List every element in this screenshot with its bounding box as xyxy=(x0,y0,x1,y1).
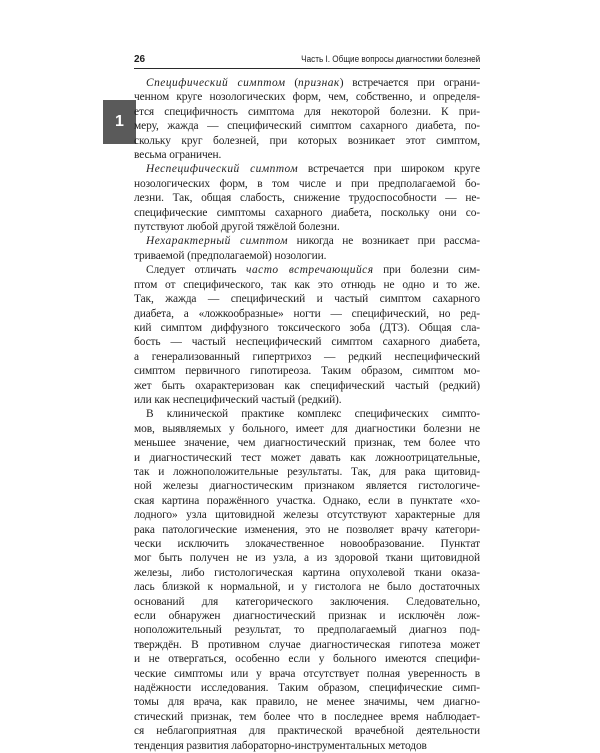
text-run: лезни. Так, общая слабость, снижение трудоспособности — не- xyxy=(134,192,480,205)
text-run: рака патологические изменения, это не позволяет врачу категори- xyxy=(134,523,480,536)
text-run: ) встречается при ограни- xyxy=(339,77,480,89)
text-line xyxy=(134,407,480,421)
text-run: бость — частый неспецифический симптом сахарного диабета, xyxy=(134,336,480,349)
text-line xyxy=(134,681,480,695)
text-run: ноположительный результат, то предполагаемый диагноз под- xyxy=(134,624,480,637)
text-run: стический признак, тем более что в последнее время наблюдает- xyxy=(134,710,480,723)
text-run: или как неспецифический частый (редкий). xyxy=(134,393,342,406)
italic-term: Неспецифический симптом xyxy=(146,163,299,176)
text-run: тенденция развития лабораторно-инструментальных методов xyxy=(134,739,427,752)
text-line xyxy=(134,595,480,609)
text-line xyxy=(134,105,480,119)
text-run: нозологических форм, в том числе и при предполагаемой бо- xyxy=(134,177,480,190)
paragraph xyxy=(134,234,480,263)
text-run: оснований для категорического заключения. Следовательно, xyxy=(134,595,480,608)
text-run: лась близкой к нормальной, и у гистолога не было достаточных xyxy=(134,581,480,594)
text-line xyxy=(134,580,480,594)
text-line xyxy=(134,321,480,335)
page-number: 26 xyxy=(134,54,146,65)
text-line xyxy=(134,667,480,681)
text-run: встречается при широком круге xyxy=(298,163,481,176)
text-line xyxy=(134,724,480,738)
paragraph xyxy=(134,76,480,162)
text-line xyxy=(134,177,480,191)
text-run: тверждён. В противном случае диагностическая гипотеза может xyxy=(134,638,480,651)
text-line xyxy=(134,551,480,565)
text-line xyxy=(134,119,480,133)
text-line xyxy=(134,739,480,753)
text-line xyxy=(134,710,480,724)
text-line xyxy=(134,566,480,580)
paragraph xyxy=(134,263,480,407)
text-line xyxy=(134,364,480,378)
text-run: ( xyxy=(285,77,299,89)
text-line xyxy=(134,479,480,493)
text-run: чески исключить злокачественное новообразование. Пунктат xyxy=(134,538,480,550)
paragraph xyxy=(134,162,480,234)
italic-term: признак xyxy=(298,77,340,89)
text-line xyxy=(134,652,480,666)
text-line xyxy=(134,508,480,522)
text-run: мог быть получен не из узла, а из здоровой ткани щитовидной xyxy=(134,552,480,565)
text-run: симптом первичного гипотиреоза. Таким образом, симптом мо- xyxy=(134,365,480,378)
text-line xyxy=(134,350,480,364)
text-line xyxy=(134,451,480,465)
text-run: В клинической практике комплекс специфических симпто- xyxy=(146,408,480,421)
text-run: кий симптом диффузного токсического зоба (ДТЗ). Общая сла- xyxy=(134,321,480,334)
text-run: меру, жажда — специфический симптом сахарного диабета, по- xyxy=(134,120,480,133)
text-run: птом от специфического, так как это отнюдь не одно и то же. xyxy=(134,278,480,291)
text-line xyxy=(134,76,480,90)
text-run: Так, жажда — специфический и частый симптом сахарного xyxy=(134,293,480,306)
text-line xyxy=(134,134,480,148)
text-run: меньшее значение, чем диагностический признак, тем более что xyxy=(134,437,480,450)
text-run: при болезни сим- xyxy=(373,264,480,277)
text-line xyxy=(134,206,480,220)
text-run: диабета, а «ложкообразные» ногти — специфический, но ред- xyxy=(134,307,480,320)
italic-term: Специфический симптом xyxy=(146,77,286,89)
text-line xyxy=(134,148,480,162)
text-line xyxy=(134,162,480,176)
text-run: и диагностический тест может давать как ложноотрицательные, xyxy=(134,451,480,464)
text-line xyxy=(134,234,480,248)
text-run: никогда не возникает при рассма- xyxy=(288,235,480,248)
text-line xyxy=(134,335,480,349)
text-line xyxy=(134,638,480,652)
text-run: лодного» узла щитовидной железы отсутствуют характерные для xyxy=(134,509,480,522)
text-line xyxy=(134,609,480,623)
text-run: путствуют любой другой тяжёлой болезни. xyxy=(134,221,340,234)
running-header xyxy=(134,53,480,69)
text-line xyxy=(134,436,480,450)
text-line xyxy=(134,220,480,234)
text-run: надёжности исследования. Таким образом, специфические симп- xyxy=(134,682,480,695)
text-run: томы для врача, как правило, не менее значимы, чем диагно- xyxy=(134,696,480,709)
text-line xyxy=(134,90,480,104)
text-line xyxy=(134,263,480,277)
text-line xyxy=(134,307,480,321)
text-line xyxy=(134,191,480,205)
text-run: ческие симптомы или у врача отсутствует полная уверенность в xyxy=(134,667,480,680)
text-line xyxy=(134,422,480,436)
italic-term: часто встречающийся xyxy=(246,264,374,277)
chapter-tab: 1 xyxy=(103,100,136,144)
text-run: ская картина поражённого участка. Однако, если в пунктате «хо- xyxy=(134,494,480,507)
text-run: и не отвергаться, особенно если у больного имеются специфи- xyxy=(134,653,480,666)
text-run: если обнаружен диагностический признак и исключён лож- xyxy=(134,610,480,623)
text-line xyxy=(134,393,480,407)
italic-term: Нехарактерный симптом xyxy=(146,235,289,248)
text-run: железы, либо гистологическая картина опухолевой ткани оказа- xyxy=(134,566,480,579)
text-line xyxy=(134,379,480,393)
text-line xyxy=(134,623,480,637)
text-run: мов, выявляемых у больного, имеет для диагностики болезни не xyxy=(134,422,480,435)
text-run: ся неблагоприятная для практической врачебной деятельности xyxy=(134,725,480,738)
text-line xyxy=(134,537,480,551)
text-line xyxy=(134,465,480,479)
text-line xyxy=(134,278,480,292)
text-run: триваемой (предполагаемой) нозологии. xyxy=(134,249,327,262)
paragraph xyxy=(134,407,480,753)
text-run: ченном круге нозологических форм, чем, собственно, и определя- xyxy=(134,91,480,104)
text-run: скольку круг болезней, при которых возникает этот симптом, xyxy=(134,134,480,147)
running-title: Часть I. Общие вопросы диагностики болезней xyxy=(300,54,480,65)
text-run: жет быть охарактеризован как специфический частый (редкий) xyxy=(134,379,480,392)
text-run: так и ложноположительные результаты. Так, для рака щитовид- xyxy=(134,465,480,478)
body-text xyxy=(134,76,480,753)
text-line xyxy=(134,494,480,508)
text-line xyxy=(134,249,480,263)
text-line xyxy=(134,523,480,537)
text-line xyxy=(134,695,480,709)
text-run: Следует отличать xyxy=(146,264,247,277)
text-line xyxy=(134,292,480,306)
text-run: весьма ограничен. xyxy=(134,149,222,162)
text-run: специфические симптомы сахарного диабета, поскольку они со- xyxy=(134,206,480,219)
text-run: ется специфичность симптома для некоторой болезни. К при- xyxy=(134,105,480,118)
text-run: а генерализованный гипертрихоз — редкий неспецифический xyxy=(134,350,480,363)
text-run: ной железы диагностическим признаком является гистологиче- xyxy=(134,480,480,493)
